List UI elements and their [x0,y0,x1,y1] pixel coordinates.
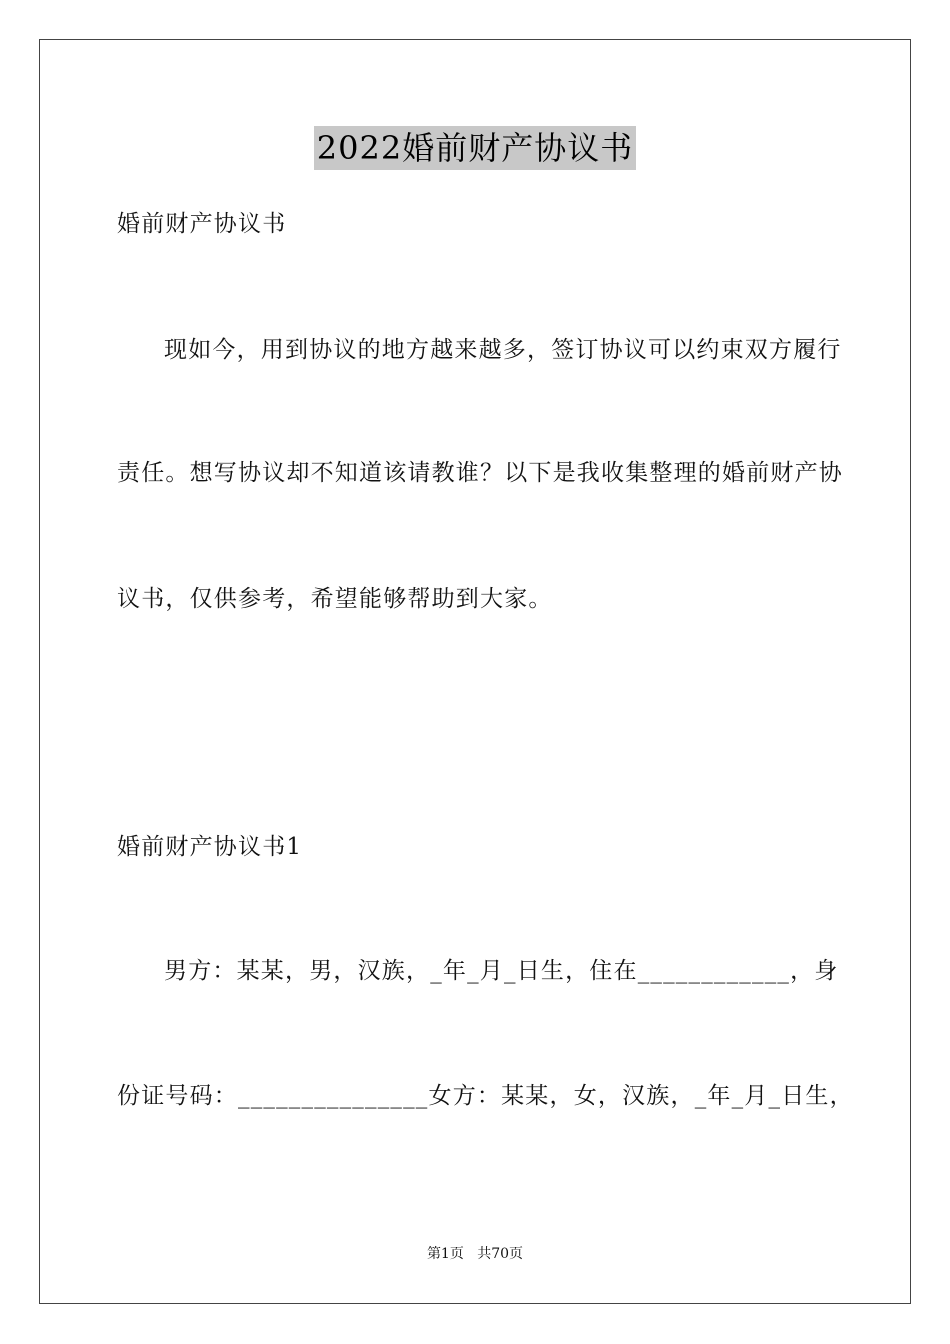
paragraph-line: 现如今，用到协议的地方越来越多，签订协议可以约束双方履行 [164,337,842,363]
title-container [0,126,950,170]
document-title: 2022婚前财产协议书 [314,126,636,170]
section-heading: 婚前财产协议书1 [117,834,303,860]
paragraph-line: 男方：某某，男，汉族，_年_月_日生，住在____________，身 [164,958,839,984]
paragraph-line: 责任。想写协议却不知道该请教谁？以下是我收集整理的婚前财产协 [117,460,843,486]
page-total: 共70页 [477,1246,524,1262]
page-number: 第1页 [426,1246,464,1262]
section-heading: 婚前财产协议书 [117,211,287,237]
page-footer [0,1245,950,1263]
paragraph-line: 议书，仅供参考，希望能够帮助到大家。 [117,586,553,612]
paragraph-line: 份证号码：_______________女方：某某，女，汉族，_年_月_日生， [117,1083,854,1109]
